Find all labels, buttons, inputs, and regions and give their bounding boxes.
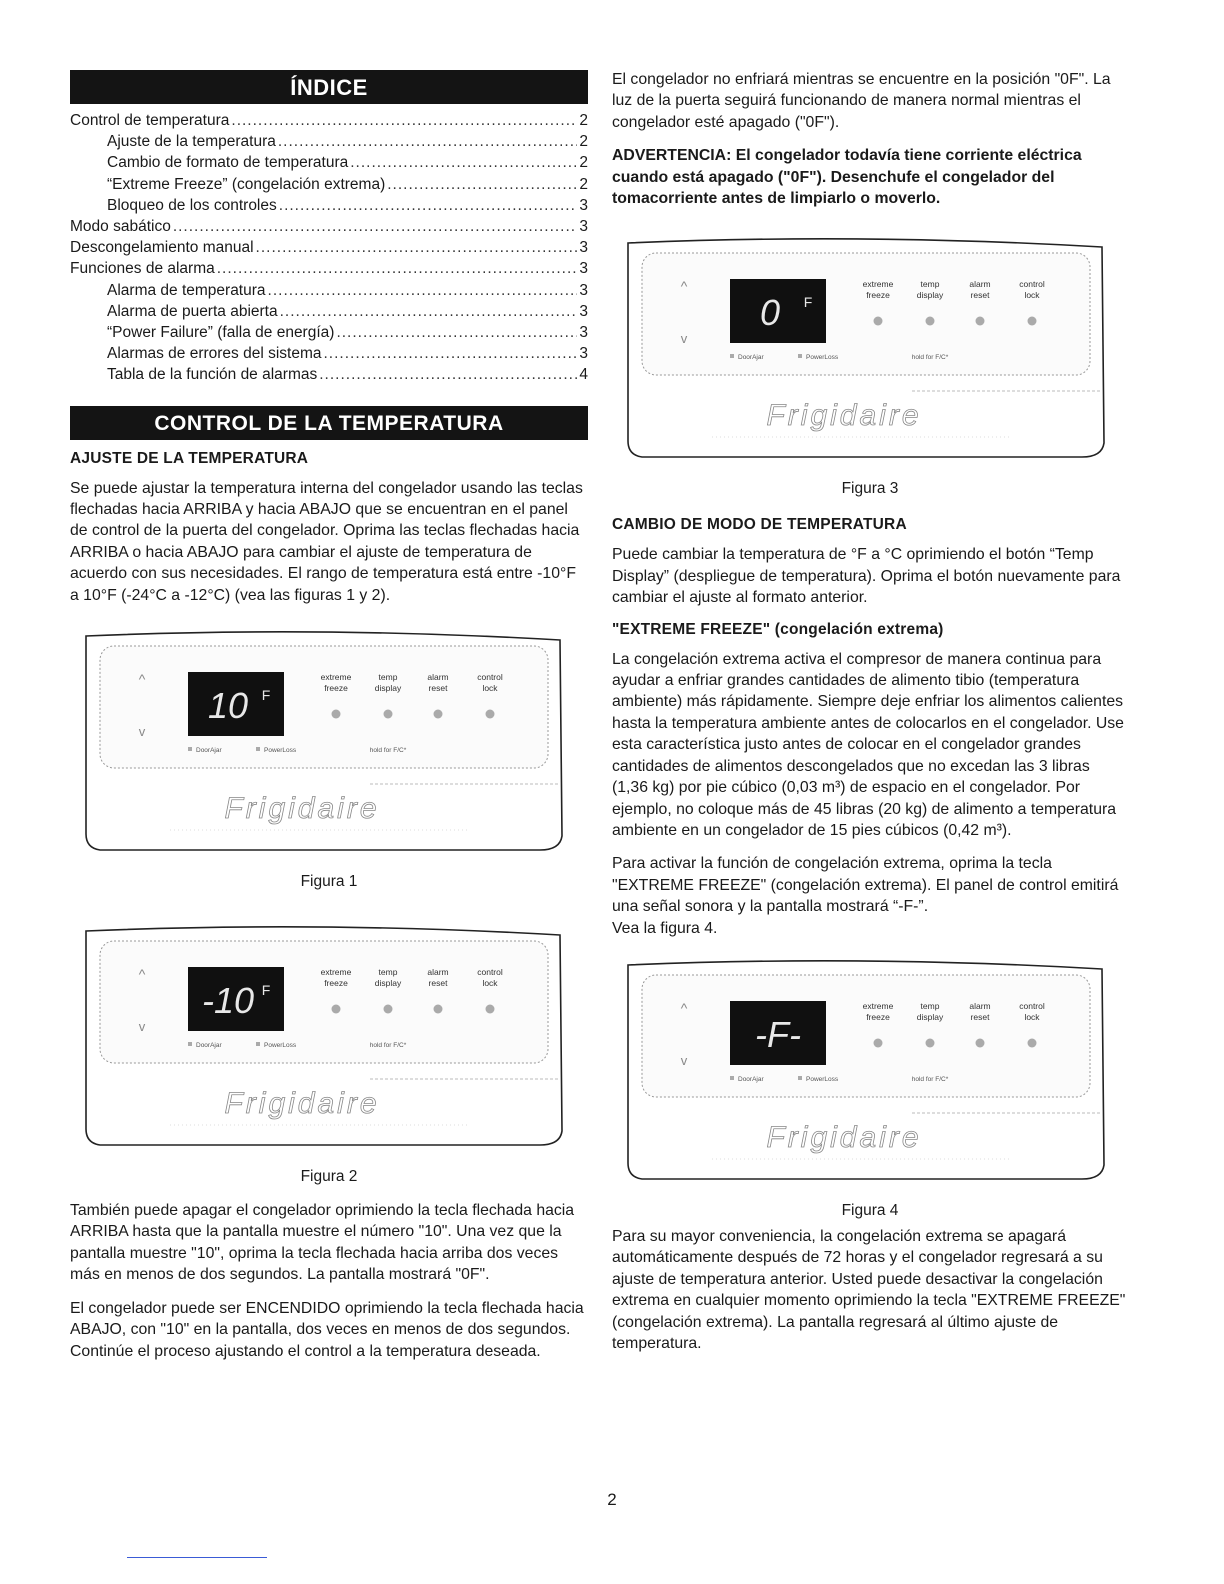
svg-text:display: display — [916, 1011, 944, 1022]
svg-text:control: control — [477, 967, 503, 978]
svg-text:lock: lock — [482, 683, 498, 694]
svg-text:control: control — [477, 672, 503, 683]
svg-text:control: control — [1019, 279, 1045, 290]
svg-text:extreme: extreme — [320, 967, 352, 978]
on-paragraph: El congelador puede ser ENCENDIDO oprimiendo la tecla flechada hacia ABAJO, con "10" en la pantalla, dos veces en menos de dos segundos. Continúe el proceso ajustando el control a la temperatura deseada. — [70, 1299, 584, 1360]
hold-label: hold for F/C* — [911, 354, 949, 362]
toc-entry[interactable]: Alarma de puerta abierta ..... 3 — [70, 301, 588, 322]
svg-text:temp: temp — [920, 1000, 940, 1011]
figure-4 — [612, 953, 1128, 1220]
brand-logo: Frigidaire — [224, 792, 380, 826]
power-loss-indicator: PowerLoss — [264, 1042, 297, 1050]
svg-text:temp: temp — [378, 967, 398, 978]
hold-label: hold for F/C* — [911, 1075, 949, 1083]
svg-text:control: control — [1019, 1000, 1045, 1011]
door-ajar-indicator: DoorAjar — [738, 1075, 764, 1083]
power-loss-indicator: PowerLoss — [806, 1075, 839, 1083]
door-ajar-indicator: DoorAjar — [738, 354, 764, 362]
door-ajar-indicator: DoorAjar — [196, 747, 222, 755]
svg-text:extreme: extreme — [862, 1000, 894, 1011]
control-panel-illustration — [70, 624, 570, 860]
footer-rule — [127, 1557, 267, 1558]
svg-text:alarm: alarm — [969, 1000, 991, 1011]
control-panel-illustration — [612, 953, 1112, 1189]
svg-text:lock: lock — [482, 978, 498, 989]
hold-label: hold for F/C* — [369, 1042, 407, 1050]
toc-entry[interactable]: Funciones de alarma ..... 3 — [70, 258, 588, 279]
toc-entry[interactable]: Control de temperatura ..... 2 — [70, 110, 588, 131]
toc-entry[interactable]: Ajuste de la temperatura ..... 2 — [70, 131, 588, 152]
figure-1 — [70, 624, 588, 891]
svg-text:reset: reset — [428, 683, 448, 694]
brand-logo: Frigidaire — [766, 1120, 922, 1154]
svg-text:extreme: extreme — [862, 279, 894, 290]
svg-text:temp: temp — [378, 672, 398, 683]
down-arrow-key[interactable]: v — [680, 331, 688, 347]
toc-entry[interactable]: Tabla de la función de alarmas ..... 4 — [70, 364, 588, 385]
down-arrow-key[interactable]: v — [138, 1019, 146, 1035]
mode-paragraph: Puede cambiar la temperatura de °F a °C oprimiendo el botón “Temp Display” (despliegue de temperatura). Oprima el botón nuevamente para cambiar el ajuste al formato anterior. — [612, 546, 1121, 607]
mode-heading: CAMBIO DE MODO DE TEMPERATURA — [612, 516, 907, 534]
svg-text:alarm: alarm — [427, 672, 449, 683]
control-panel-illustration — [70, 919, 570, 1155]
display-value: -10 — [201, 980, 255, 1022]
toc-entry[interactable]: Alarma de temperatura ..... 3 — [70, 280, 588, 301]
svg-text:temp: temp — [920, 279, 940, 290]
svg-text:alarm: alarm — [427, 967, 449, 978]
display-value: -F- — [755, 1013, 801, 1055]
power-loss-indicator: PowerLoss — [264, 747, 297, 755]
display-unit: F — [803, 294, 813, 311]
toc-entry[interactable]: Modo sabático ..... 3 — [70, 216, 588, 237]
display-value: 10 — [207, 685, 249, 727]
section-banner-control: CONTROL DE LA TEMPERATURA — [70, 406, 588, 440]
extreme-heading: "EXTREME FREEZE" (congelación extrema) — [612, 620, 944, 638]
adjust-heading: AJUSTE DE LA TEMPERATURA — [70, 449, 309, 467]
figure-3 — [612, 231, 1128, 498]
off-paragraph: También puede apagar el congelador oprimiendo la tecla flechada hacia ARRIBA hasta que la pantalla muestre el número "10". Una vez que la pantalla muestre "10", oprima la tecla flechada hacia arriba dos veces más en menos de dos segundos. La pantalla mostrará "0F". — [70, 1202, 575, 1284]
left-column — [70, 70, 588, 1374]
extreme-paragraph-2b: Vea la figura 4. — [612, 919, 718, 937]
svg-text:freeze: freeze — [866, 290, 890, 301]
toc-entry[interactable]: Alarmas de errores del sistema ..... 3 — [70, 343, 588, 364]
svg-text:reset: reset — [970, 1011, 990, 1022]
svg-text:extreme: extreme — [320, 672, 352, 683]
svg-text:freeze: freeze — [324, 683, 348, 694]
figure-2 — [70, 919, 588, 1186]
control-panel-illustration — [612, 231, 1112, 467]
figure-caption: Figura 1 — [300, 873, 358, 891]
svg-text:alarm: alarm — [969, 279, 991, 290]
door-ajar-indicator: DoorAjar — [196, 1042, 222, 1050]
display-unit: F — [261, 687, 271, 704]
adjust-paragraph: Se puede ajustar la temperatura interna del congelador usando las teclas flechadas hacia ARRIBA y hacia ABAJO que se encuentran en el panel de control de la puerta del congelador. Oprima las teclas flechadas hacia ARRIBA o hacia ABAJO para cambiar el ajuste de temperatura de acuerdo con sus necesidades. El rango de temperatura está entre -10°F a 10°F (-24°C a -12°C) (vea las figuras 1 y 2). — [70, 479, 583, 604]
down-arrow-key[interactable]: v — [138, 724, 146, 740]
toc-entry[interactable]: Descongelamiento manual ..... 3 — [70, 237, 588, 258]
extreme-paragraph-3: Para su mayor conveniencia, la congelación extrema se apagará automáticamente después de 72 horas y el congelador regresará a su ajuste de temperatura anterior. Usted puede desactivar la congelación extrema en cualquier momento oprimiendo la tecla "EXTREME FREEZE" (congelación extrema). La pantalla regresará al último ajuste de temperatura. — [612, 1227, 1126, 1352]
toc-entry[interactable]: “Extreme Freeze” (congelación extrema) ..... 2 — [70, 174, 588, 195]
extreme-paragraph-2: Para activar la función de congelación extrema, oprima la tecla "EXTREME FREEZE" (congelación extrema). El panel de control emitirá una señal sonora y la pantalla mostrará “-F-”. — [612, 855, 1119, 916]
figure-caption: Figura 4 — [841, 1201, 899, 1219]
nocool-paragraph: El congelador no enfriará mientras se encuentre en la posición "0F". La luz de la puerta seguirá funcionando de manera normal mientras el congelador esté apagado ("0F"). — [612, 71, 1111, 131]
svg-text:display: display — [374, 683, 402, 694]
toc-entry[interactable]: Cambio de formato de temperatura ..... 2 — [70, 152, 588, 173]
svg-text:lock: lock — [1024, 1011, 1040, 1022]
page-number: 2 — [607, 1490, 617, 1509]
toc-banner: ÍNDICE — [70, 70, 588, 104]
display-unit: F — [261, 982, 271, 999]
svg-text:lock: lock — [1024, 290, 1040, 301]
svg-text:display: display — [916, 290, 944, 301]
right-column — [612, 70, 1128, 1366]
display-value: 0 — [759, 292, 781, 334]
svg-text:reset: reset — [428, 978, 448, 989]
svg-text:freeze: freeze — [324, 978, 348, 989]
toc-entry[interactable]: Bloqueo de los controles ..... 3 — [70, 195, 588, 216]
warning-paragraph: ADVERTENCIA: El congelador todavía tiene corriente eléctrica cuando está apagado ("0F"). Desenchufe el congelador del tomacorriente antes de limpiarlo o moverlo. — [612, 147, 1082, 208]
brand-logo: Frigidaire — [766, 399, 922, 433]
up-arrow-key[interactable]: ^ — [138, 966, 146, 983]
up-arrow-key[interactable]: ^ — [680, 278, 688, 295]
figure-caption: Figura 2 — [300, 1168, 358, 1186]
svg-text:display: display — [374, 978, 402, 989]
hold-label: hold for F/C* — [369, 747, 407, 755]
figure-caption: Figura 3 — [841, 480, 899, 498]
toc-entry[interactable]: “Power Failure” (falla de energía) ..... 3 — [70, 322, 588, 343]
down-arrow-key[interactable]: v — [680, 1052, 688, 1068]
power-loss-indicator: PowerLoss — [806, 354, 839, 362]
table-of-contents — [70, 110, 588, 386]
brand-logo: Frigidaire — [224, 1087, 380, 1121]
extreme-paragraph-1: La congelación extrema activa el compresor de manera continua para ayudar a enfriar grandes cantidades de alimento tibio (temperatura ambiente) más rápidamente. Siempre deje enfriar los alimentos calientes hasta la temperatura ambiente antes de colocarlos en el congelador. Use esta característica justo antes de colocar en el congelador grandes cantidades de alimentos descongelados que no excedan las 3 libras (1,36 kg) por pie cúbico (0,03 m³) de espacio en el congelador. Por ejemplo, no coloque más de 45 libras (20 kg) de alimento a temperatura ambiente en un congelador de 15 pies cúbicos (0,42 m³). — [612, 650, 1124, 839]
up-arrow-key[interactable]: ^ — [138, 671, 146, 688]
svg-text:freeze: freeze — [866, 1011, 890, 1022]
up-arrow-key[interactable]: ^ — [680, 999, 688, 1016]
svg-text:reset: reset — [970, 290, 990, 301]
